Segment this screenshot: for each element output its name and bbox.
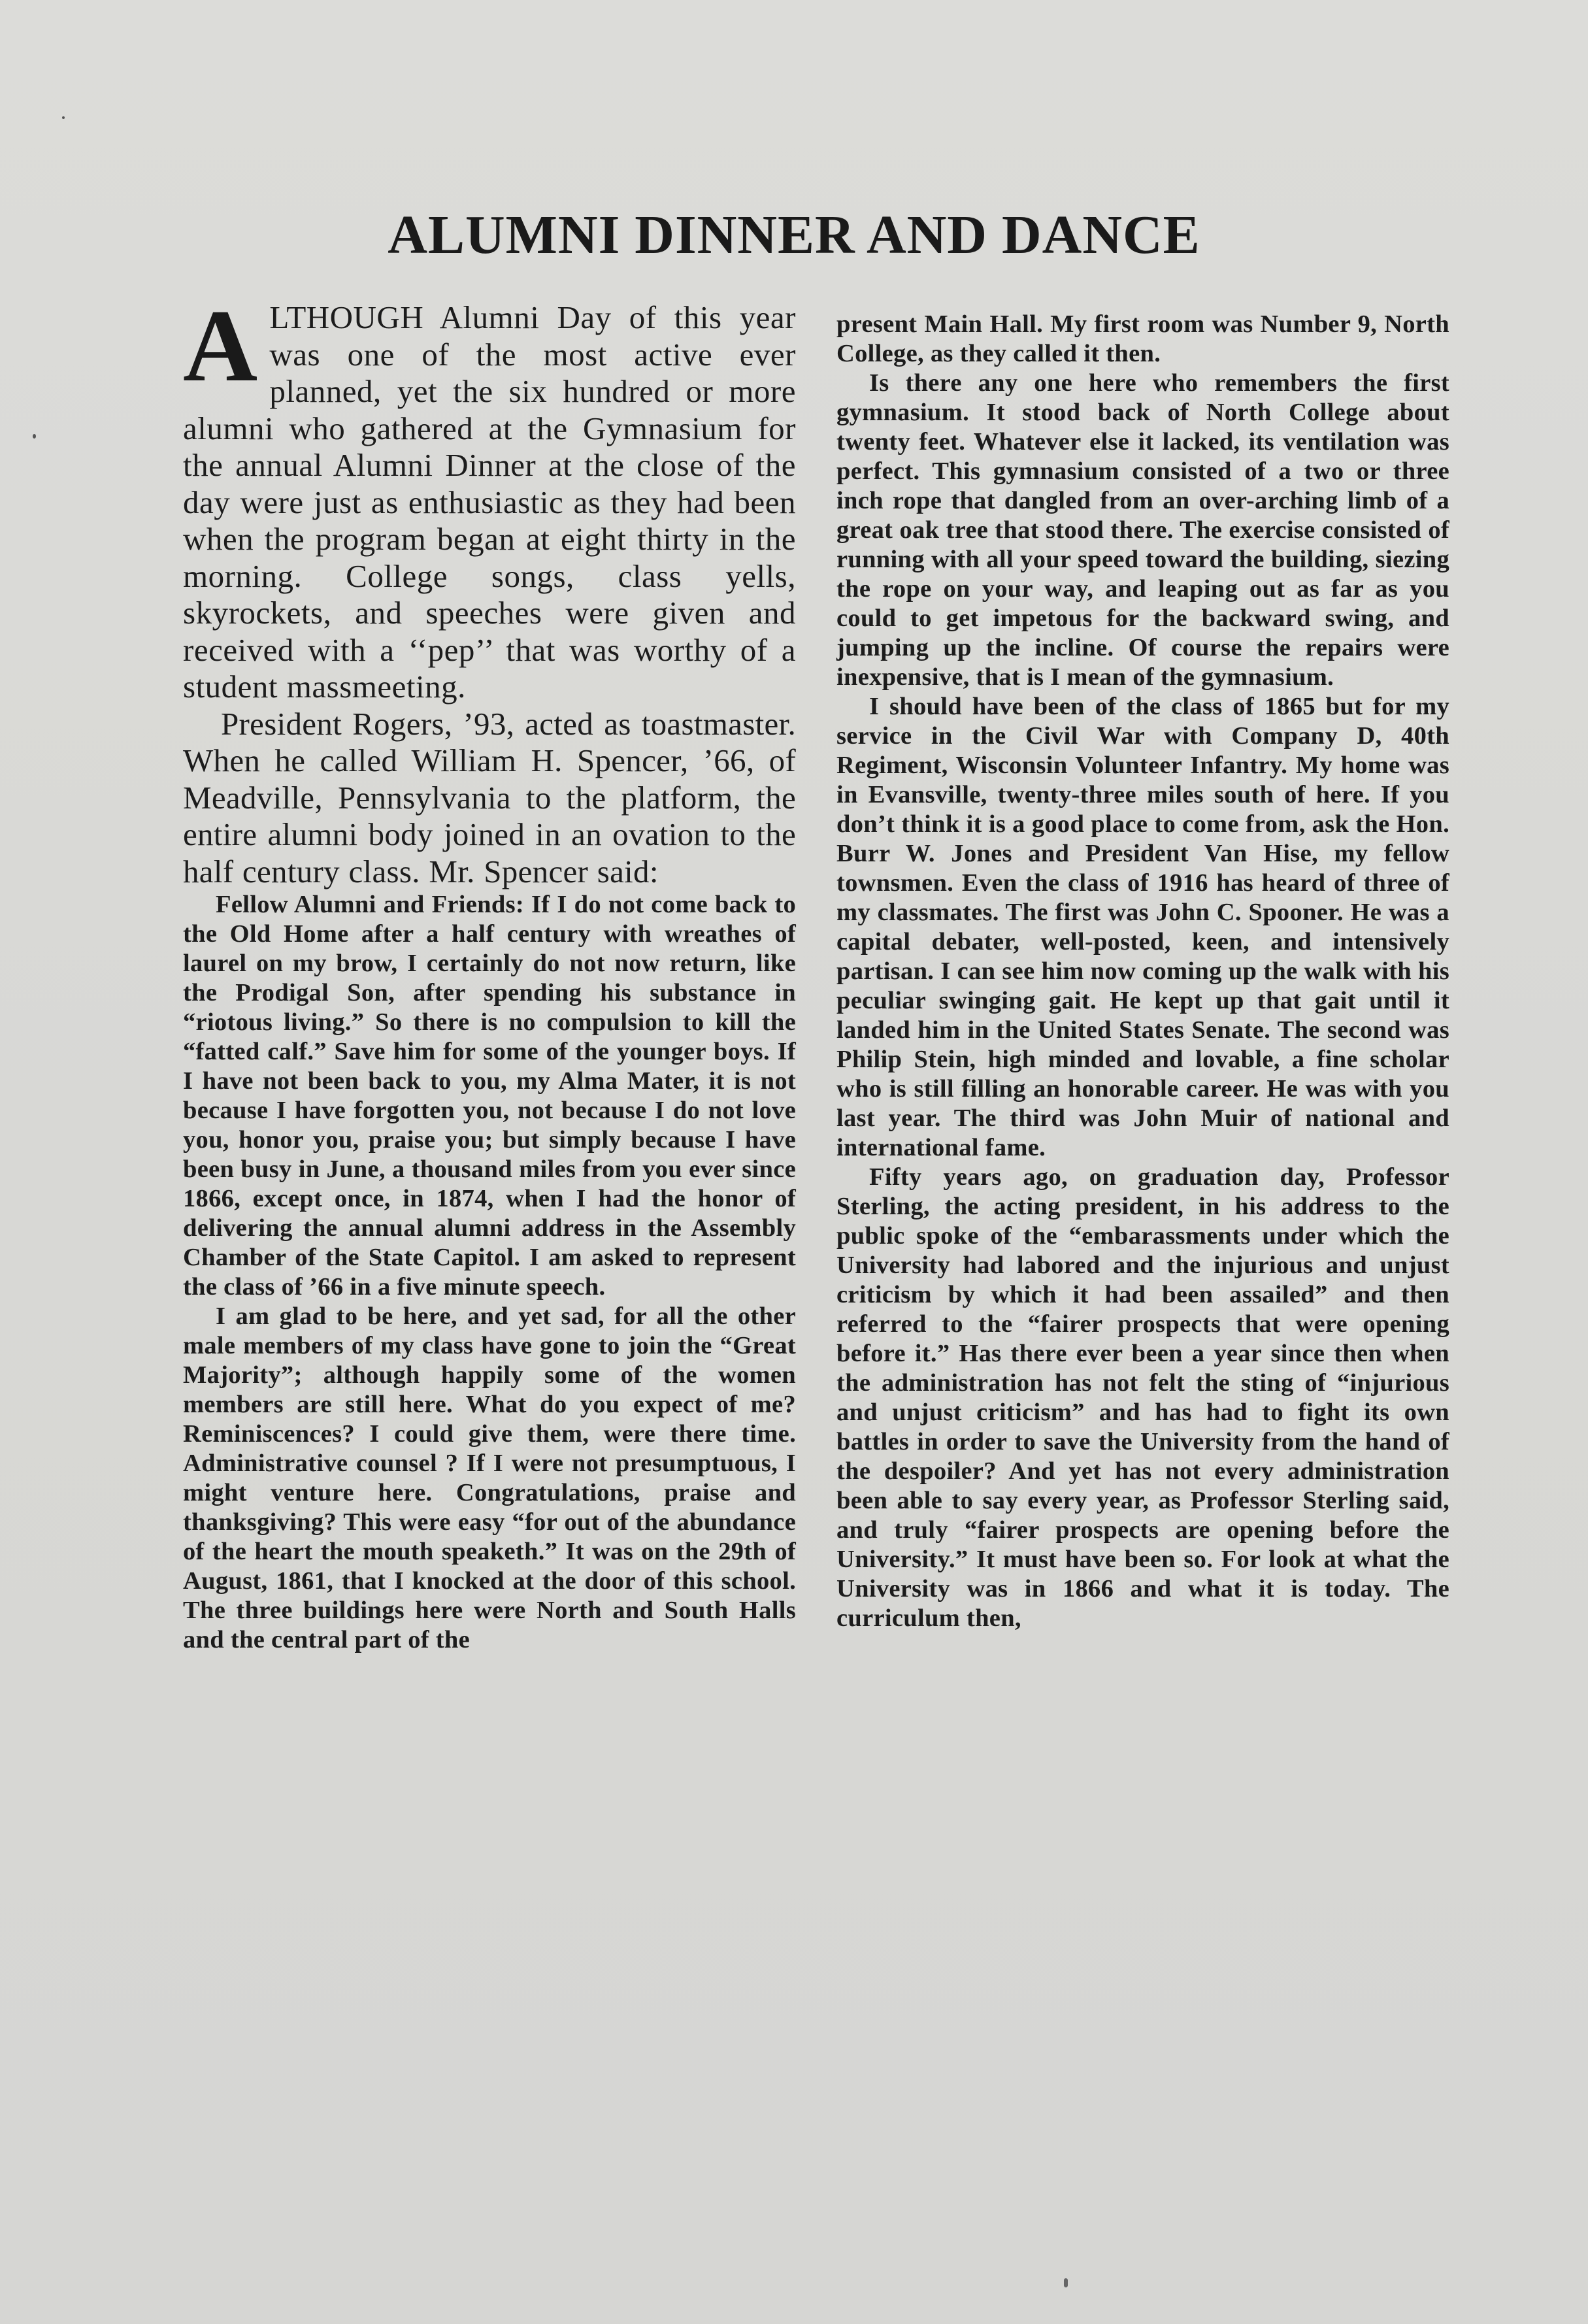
right-column [836, 310, 1449, 1633]
paper-speck [62, 116, 65, 119]
article-intro [183, 289, 796, 890]
paper-speck [1064, 2278, 1068, 2287]
speech-paragraph: Is there any one here who remembers the first gymnasium. It stood back of North College about twenty feet. Whatever else it lacked, its ventilation was perfect. This gymnasium consisted of a two or three inch rope that dangled from an over-arching limb of a great oak tree that stood there. The exercise consisted of running with all your speed toward the building, siezing the rope on your way, and leaping out as far as you could to get impetous for the backward swing, and jumping up the incline. Of course the repairs were inexpensive, that is I mean of the gymnasium. [836, 369, 1449, 691]
speech-paragraph: present Main Hall. My first room was Number 9, North College, as they called it then. [836, 310, 1449, 367]
intro-text-1: LTHOUGH Alumni Day of this year was one of the most active ever planned, yet the six hundred or more alumni who gathered at the Gymnasium for the annual Alumni Dinner at the close of the day were just as enthusiastic as they had been when the program began at eight thirty in the morning. College songs, class yells, skyrockets, and speeches were given and received with a ‘‘pep’’ that was worthy of a student massmeeting. [183, 299, 796, 705]
speech-left-column [183, 890, 796, 1655]
speech-paragraph: Fellow Alumni and Friends: If I do not come back to the Old Home after a half century with wreathes of laurel on my brow, I certainly do not now return, like the Prodigal Son, after spending his substance in “riotous living.” So there is no compulsion to kill the “fatted calf.” Save him for some of the younger boys. If I have not been back to you, my Alma Mater, it is not because I have forgotten you, not because I do not love you, honor you, praise you; but simply because I have been busy in June, a thousand miles from you ever since 1866, except once, in 1874, when I had the honor of delivering the annual alumni address in the Assembly Chamber of the State Capitol. I am asked to represent the class of ’66 in a five minute speech. [183, 891, 796, 1301]
speech-paragraph: I am glad to be here, and yet sad, for all the other male members of my class have gone to join the “Great Majority”; although happily some of the women members are still here. What do you expect of me? Reminiscences? I could give them, were there time. Administrative counsel ? If I were not presumptuous, I might venture here. Congratulations, praise and thanksgiving? This were easy “for out of the abundance of the heart the mouth speaketh.” It was on the 29th of August, 1861, that I knocked at the door of this school. The three buildings here were North and South Halls and the central part of the [183, 1303, 796, 1653]
speech-paragraph: Fifty years ago, on graduation day, Professor Sterling, the acting president, in his address to the public spoke of the “embarassments under which the University had labored and the injurious and unjust criticism by which it had been assailed” and then referred to the “fairer prospects that were opening before it.” Has there ever been a year since then when the administration has not felt the sting of “injurious and unjust criticism” and has had to fight its own battles in order to save the University from the hand of the despoiler? And yet has not every administration been able to say every year, as Professor Sterling said, and truly “fairer prospects are opening before the University.” It must have been so. For look at what the University was in 1866 and what it is today. The curriculum then, [836, 1163, 1449, 1632]
drop-cap: A [183, 289, 258, 403]
intro-paragraph-2: President Rogers, ’93, acted as toastmaster. When he called William H. Spencer, ’66, of Meadville, Pennsylvania to the platform, the entire alumni body joined in an ovation to the half century class. Mr. Spencer said: [183, 705, 796, 889]
speech-right-column [836, 310, 1449, 1633]
paper-speck [33, 434, 36, 439]
intro-paragraph-1 [183, 289, 796, 706]
article-title: ALUMNI DINNER AND DANCE [388, 205, 1200, 265]
left-column [183, 289, 796, 1655]
speech-paragraph: I should have been of the class of 1865 but for my service in the Civil War with Company D, 40th Regiment, Wisconsin Volunteer Infantry. My home was in Evansville, twenty-three miles south of here. If you don’t think it is a good place to come from, ask the Hon. Burr W. Jones and President Van Hise, my fellow townsmen. Even the class of 1916 has heard of three of my classmates. The first was John C. Spooner. He was a capital debater, well-posted, keen, and intensively partisan. I can see him now coming up the walk with his peculiar swinging gait. He kept up that gait until it landed him in the United States Senate. The second was Philip Stein, high minded and lovable, a fine scholar who is still filling an honorable career. He was with you last year. The third was John Muir of national and international fame. [836, 693, 1449, 1161]
